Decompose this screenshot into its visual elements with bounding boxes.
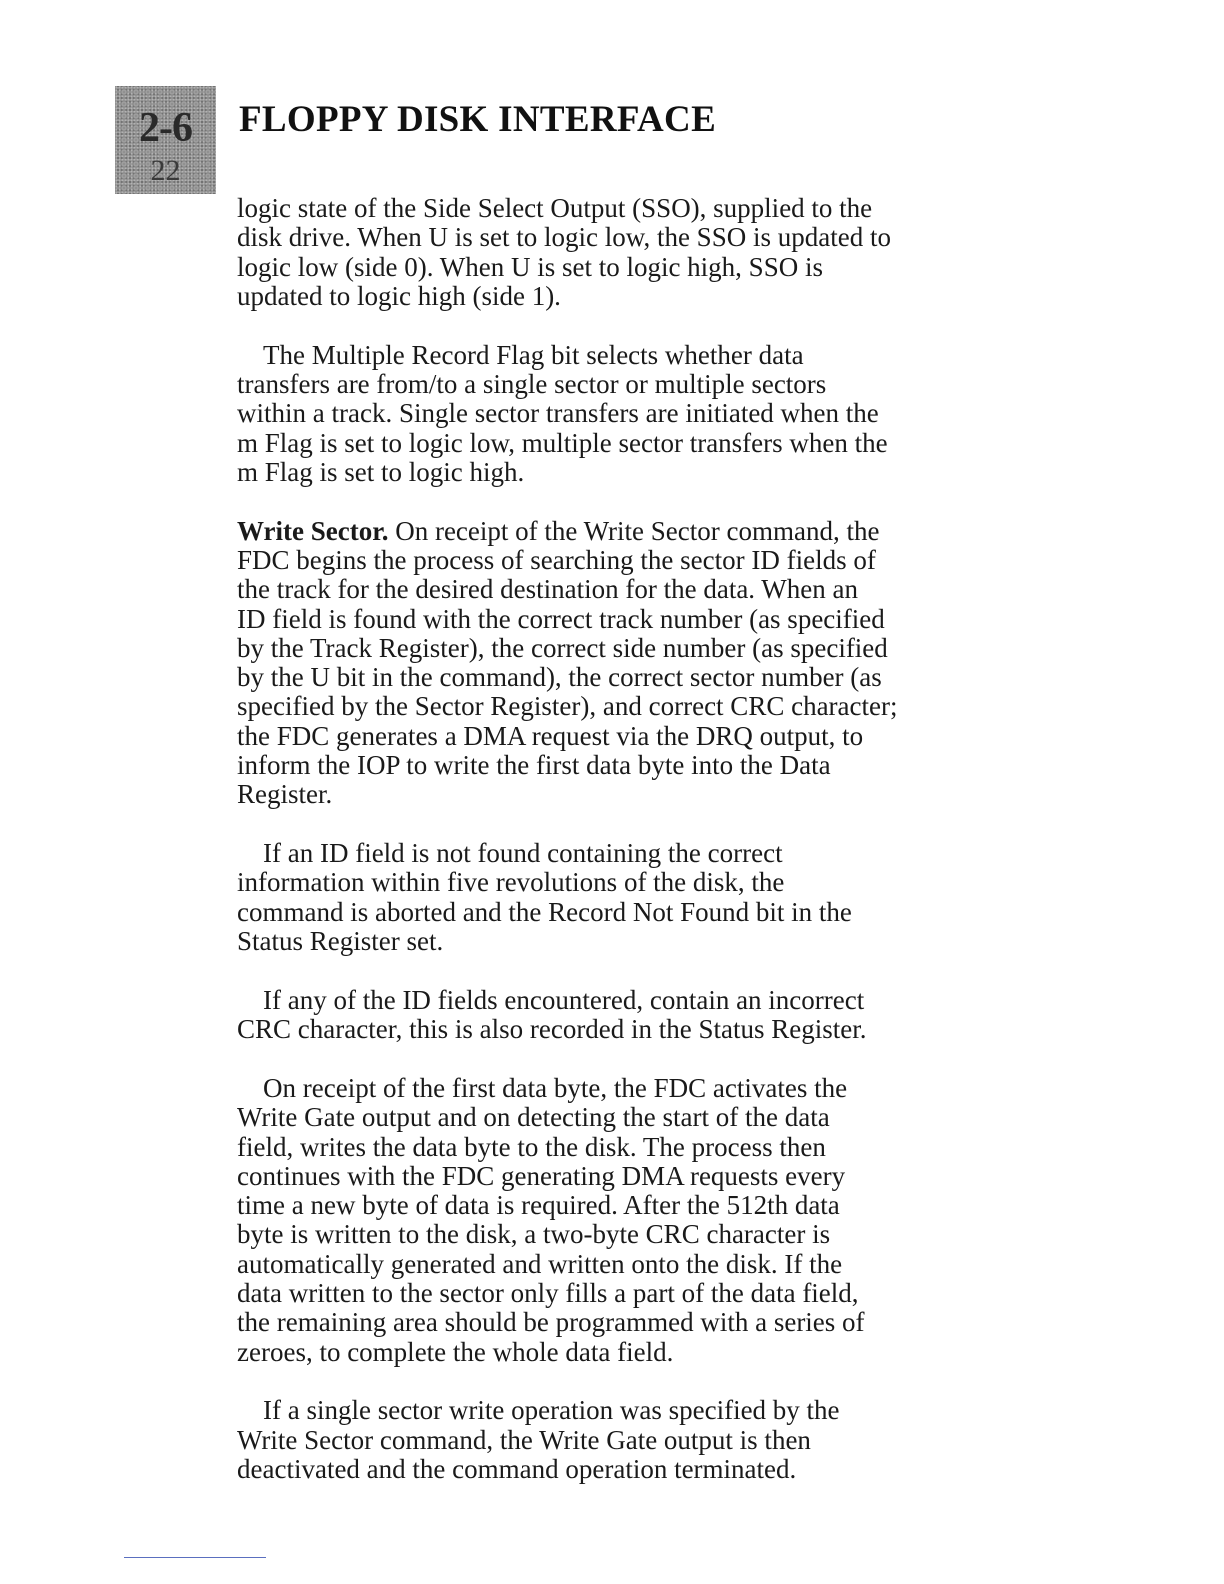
text-line: logic state of the Side Select Output (SSO), supplied to the	[237, 193, 873, 223]
text-line: If a single sector write operation was specified by the	[263, 1395, 840, 1426]
paragraph-multiple-record-flag	[237, 341, 982, 487]
text-line: within a track. Single sector transfers are initiated when the	[237, 398, 879, 429]
section-number: 2-6	[139, 105, 192, 151]
text-line: Register.	[237, 779, 333, 810]
text-line: continues with the FDC generating DMA requests every	[237, 1160, 846, 1191]
text-line: the remaining area should be programmed with a series of	[237, 1307, 865, 1338]
text-line: m Flag is set to logic high.	[237, 456, 525, 487]
footnote-rule	[124, 1557, 266, 1558]
text-line: by the Track Register), the correct side number (as specified	[237, 632, 888, 663]
page-number: 22	[150, 154, 181, 187]
text-line: byte is written to the disk, a two-byte CRC character is	[237, 1219, 831, 1250]
paragraph-id-not-found	[237, 839, 982, 956]
text-line: ID field is found with the correct track number (as specified	[237, 603, 885, 634]
text-line: specified by the Sector Register), and correct CRC character;	[237, 691, 898, 722]
text-line: If an ID field is not found containing the correct	[263, 838, 783, 869]
text-line: FDC begins the process of searching the sector ID fields of	[237, 544, 876, 575]
text-line: transfers are from/to a single sector or multiple sectors	[237, 368, 827, 399]
text-line: deactivated and the command operation terminated.	[237, 1453, 797, 1484]
text-line: the FDC generates a DMA request via the DRQ output, to	[237, 720, 864, 751]
text-line	[237, 517, 982, 546]
text-line: updated to logic high (side 1).	[237, 280, 561, 311]
text-line: CRC character, this is also recorded in the Status Register.	[237, 1014, 867, 1045]
paragraph-write-sector	[237, 517, 982, 810]
text-run: On receipt of the Write Sector command, the	[388, 515, 880, 546]
text-line: m Flag is set to logic low, multiple sector transfers when the	[237, 427, 888, 458]
text-line: On receipt of the first data byte, the FDC activates the	[263, 1072, 848, 1103]
text-line: The Multiple Record Flag bit selects whether data	[263, 339, 804, 370]
paragraph-single-sector-write	[237, 1396, 982, 1484]
text-line: Write Gate output and on detecting the start of the data	[237, 1102, 830, 1133]
section-tab	[115, 86, 216, 194]
text-line: information within five revolutions of the disk, the	[237, 867, 785, 898]
text-line: zeroes, to complete the whole data field.	[237, 1336, 674, 1367]
text-line: data written to the sector only fills a part of the data field,	[237, 1278, 859, 1308]
text-line: logic low (side 0). When U is set to logic high, SSO is	[237, 251, 823, 282]
paragraph-first-data-byte	[237, 1074, 982, 1367]
body-text	[237, 194, 982, 1514]
paragraph-side-select	[237, 194, 982, 311]
text-line: disk drive. When U is set to logic low, the SSO is updated to	[237, 222, 891, 253]
text-line: inform the IOP to write the first data byte into the Data	[237, 750, 831, 781]
text-line: time a new byte of data is required. After the 512th data	[237, 1190, 840, 1221]
text-line: Write Sector command, the Write Gate output is then	[237, 1424, 811, 1455]
paragraph-crc-error	[237, 986, 982, 1045]
text-line: Status Register set.	[237, 926, 444, 957]
text-line: the track for the desired destination for the data. When an	[237, 574, 859, 605]
text-line: If any of the ID fields encountered, contain an incorrect	[263, 984, 865, 1015]
text-line: field, writes the data byte to the disk. The process then	[237, 1131, 826, 1162]
text-line: by the U bit in the command), the correct sector number (as	[237, 662, 882, 693]
text-line: command is aborted and the Record Not Found bit in the	[237, 896, 852, 927]
text-line: automatically generated and written onto the disk. If the	[237, 1248, 843, 1279]
page-title: FLOPPY DISK INTERFACE	[239, 99, 717, 140]
section-heading-write-sector: Write Sector.	[237, 515, 389, 546]
